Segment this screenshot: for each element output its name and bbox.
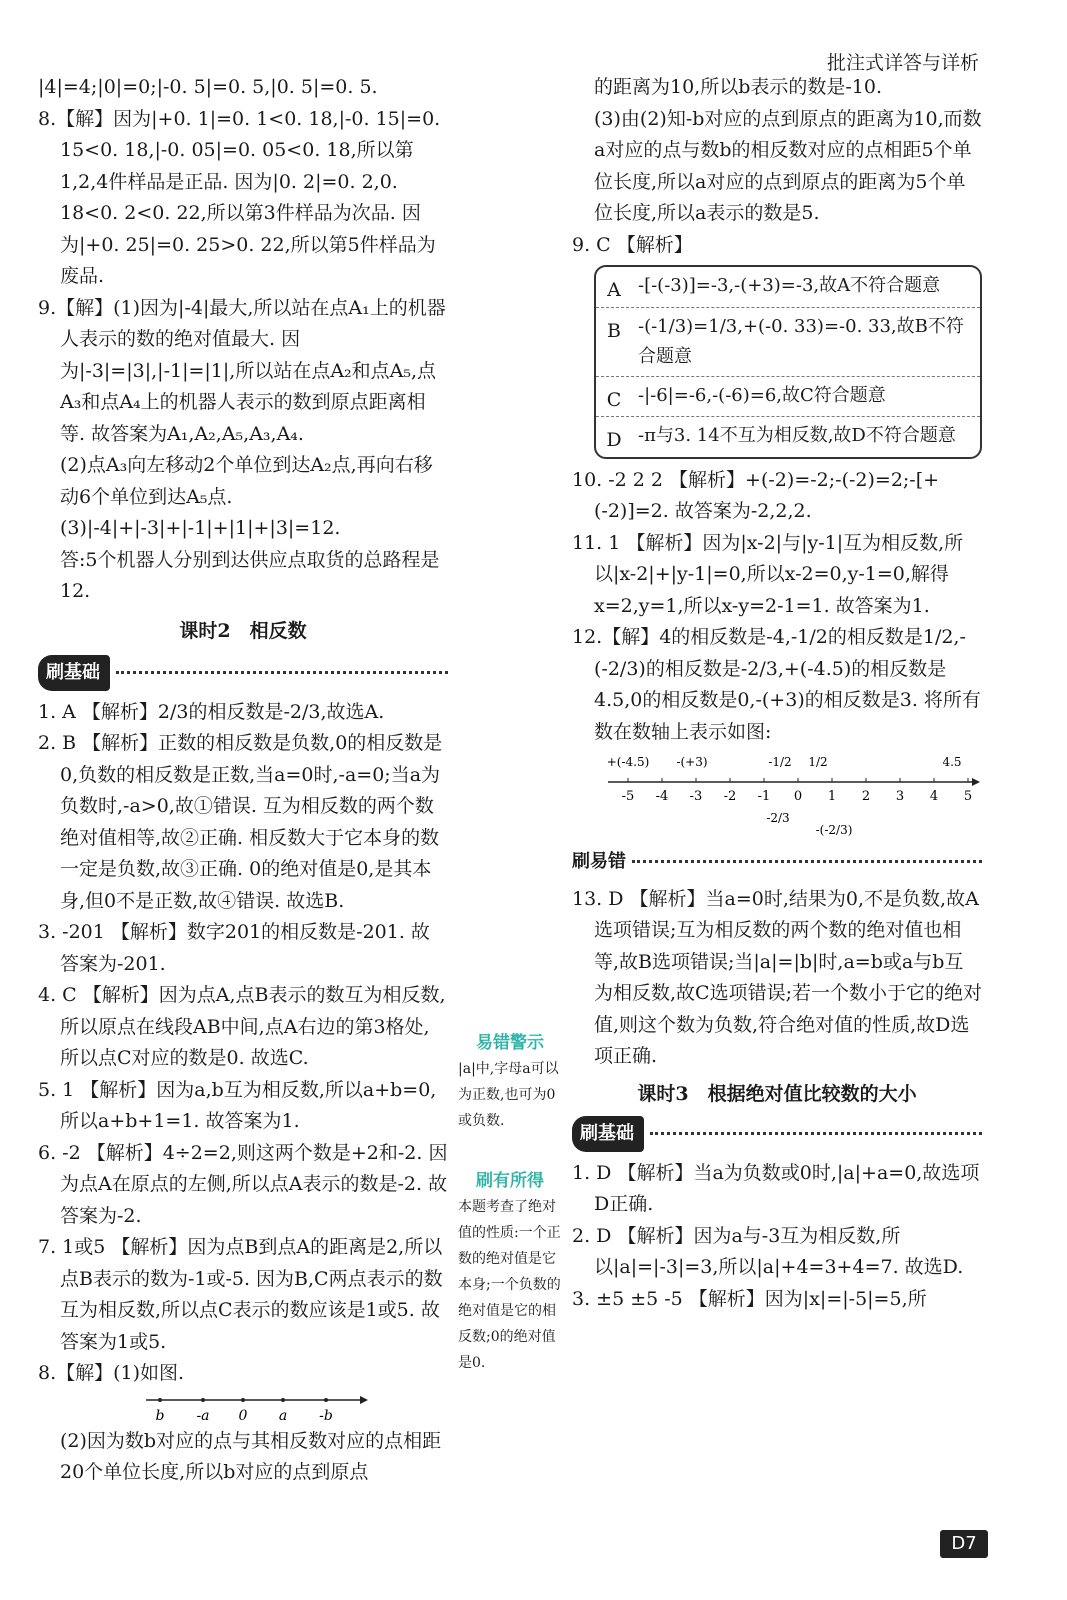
q2: 2. B 【解析】正数的相反数是负数,0的相反数是0,负数的相反数是正数,当a=0时,-a=0;当a为负数时,-a>0,故①错误. 互为相反数的两个数绝对值相等,故②正确. 相反数大于它本身的数一定是负数,故③正确. 0的绝对值是0,是其本身,但0不是正数,故④错误. 故选B. — [38, 732, 443, 912]
q9-part1: 9.【解】(1)因为|-4|最大,所以站在点A₁上的机器人表示的数的绝对值最大. 因为|-3|=|3|,|-1|=|1|,所以站在点A₂和点A₅,点A₃和点A₄上的机器人表示的数到原点距离相等. 故答案为A₁,A₂,A₅,A₃,A₄. — [38, 296, 446, 445]
q5: 5. 1 【解析】因为a,b互为相反数,所以a+b=0,所以a+b+1=1. 故答案为1. — [38, 1078, 437, 1132]
side-note-gain: 本题考查了绝对值的性质:一个正数的绝对值是它本身;一个负数的绝对值是它的相反数;0的绝对值是0. — [458, 1199, 561, 1371]
axis-tick-label: -2 — [723, 789, 737, 804]
q12: 12.【解】4的相反数是-4,-1/2的相反数是1/2,-(-2/3)的相反数是-2/3,+(-4.5)的相反数是4.5,0的相反数是0,-(+3)的相反数是3. 将所有数在数轴上表示如图: — [572, 626, 981, 743]
row-key: D — [606, 429, 622, 451]
q9-part3: (3)|-4|+|-3|+|-1|+|1|+|3|=12. — [60, 517, 341, 539]
axis-tick-label: 5 — [963, 789, 973, 804]
s2: 2. D 【解析】因为a与-3互为相反数,所以|a|=|-3|=3,所以|a|+4=3+4=7. 故选D. — [572, 1224, 964, 1278]
left-column — [38, 72, 448, 1489]
q9-right: 9. C 【解析】 — [572, 233, 693, 256]
axis-tick-label: 4 — [929, 789, 939, 804]
page-header: 批注式详答与详析 — [826, 52, 979, 74]
axis-tick-label: 0 — [793, 789, 803, 804]
abs-values-line: |4|=4;|0|=0;|-0. 5|=0. 5,|0. 5|=0. 5. — [38, 76, 378, 98]
side-notes — [458, 1030, 562, 1376]
q8-intro: 8.【解】(1)如图. — [38, 1362, 185, 1384]
row-text: -(-1/3)=1/3,+(-0. 33)=-0. 33,故B不符合题意 — [638, 315, 964, 367]
axis-tick-label: -4 — [655, 789, 669, 804]
row-key: A — [607, 279, 621, 301]
row-text: -π与3. 14不互为相反数,故D不符合题意 — [638, 425, 956, 446]
table-row — [596, 417, 980, 457]
side-note-warning: |a|中,字母a可以为正数,也可为0或负数. — [458, 1061, 559, 1129]
q8-part2: (2)因为数b对应的点与其相反数对应的点相距20个单位长度,所以b对应的点到原点 — [60, 1429, 442, 1483]
axis-bottom-label: -(-2/3) — [815, 823, 853, 837]
side-title-gain: 刷有所得 — [476, 1171, 544, 1191]
q9-part2: (2)点A₃向左移动2个单位到达A₂点,再向右移动6个单位到达A₅点. — [60, 454, 433, 508]
section-title-lesson3: 课时3 根据绝对值比较数的大小 — [637, 1082, 917, 1105]
axis-top-label: +(-4.5) — [606, 755, 650, 769]
dotted-divider — [632, 860, 982, 863]
axis-tick-label: -5 — [621, 789, 635, 804]
error-badge — [572, 846, 982, 878]
nl-label: 0 — [238, 1407, 248, 1424]
r-part3: (3)由(2)知-b对应的点到原点的距离为10,而数a对应的点与数b的相反数对应的点相距5个单位长度,所以a对应的点到原点的距离为5个单位长度,所以a表示的数是5. — [594, 107, 982, 224]
q9-answer: 答:5个机器人分别到达供应点取货的总路程是12. — [60, 548, 440, 602]
axis-top-label: 1/2 — [808, 755, 828, 769]
number-line-q8 — [38, 1390, 448, 1426]
row-key: C — [606, 388, 622, 411]
basic-badge — [38, 655, 448, 691]
q1: 1. A 【解析】2/3的相反数是-2/3,故选A. — [38, 700, 385, 723]
axis-tick-label: 1 — [827, 789, 837, 804]
badge-label: 刷基础 — [38, 655, 110, 691]
nl-label: -a — [196, 1407, 210, 1424]
q4: 4. C 【解析】因为点A,点B表示的数互为相反数,所以原点在线段AB中间,点A右边的第3格处,所以点C对应的数是0. 故选C. — [38, 984, 446, 1069]
q10: 10. -2 2 2 【解析】+(-2)=-2;-(-2)=2;-[+(-2)]=2. 故答案为-2,2,2. — [572, 468, 940, 522]
dotted-divider — [650, 1132, 982, 1135]
row-key: B — [607, 319, 621, 342]
badge-label: 刷基础 — [572, 1116, 644, 1152]
badge-label: 刷易错 — [572, 851, 626, 872]
axis-top-label: -(+3) — [676, 755, 708, 769]
number-line-q12 — [572, 748, 982, 840]
row-text: -[-(-3)]=-3,-(+3)=-3,故A不符合题意 — [638, 275, 941, 296]
basic-badge — [572, 1116, 982, 1152]
page-number: D7 — [940, 1530, 988, 1558]
q13: 13. D 【解析】当a=0时,结果为0,不是负数,故A选项错误;互为相反数的两个数的绝对值也相等,故B选项错误;当|a|=|b|时,a=b或a与b互为相反数,故C选项错误;若一个数小于它的绝对值,则这个数为负数,符合绝对值的性质,故D选项正确. — [572, 887, 982, 1067]
q11: 11. 1 【解析】因为|x-2|与|y-1|互为相反数,所以|x-2|+|y-1|=0,所以x-2=0,y-1=0,解得x=2,y=1,所以x-y=2-1=1. 故答案为1. — [572, 531, 964, 617]
q6: 6. -2 【解析】4÷2=2,则这两个数是+2和-2. 因为点A在原点的左侧,所以点A表示的数是-2. 故答案为-2. — [38, 1141, 448, 1227]
row-text: -|-6|=-6,-(-6)=6,故C符合题意 — [638, 384, 886, 406]
right-column — [572, 72, 982, 1315]
nl-label: a — [278, 1407, 288, 1424]
r-cont: 的距离为10,所以b表示的数是-10. — [594, 76, 883, 98]
axis-tick-label: -3 — [689, 789, 703, 804]
table-row — [596, 308, 980, 377]
nl-label: b — [155, 1407, 165, 1424]
table-row — [596, 267, 980, 308]
axis-tick-label: -1 — [757, 789, 771, 804]
q7: 7. 1或5 【解析】因为点B到点A的距离是2,所以点B表示的数为-1或-5. 因为B,C两点表示的数互为相反数,所以点C表示的数应该是1或5. 故答案为1或5. — [38, 1236, 443, 1353]
section-title-lesson2: 课时2 相反数 — [179, 619, 307, 642]
side-title-warning: 易错警示 — [476, 1033, 544, 1053]
axis-top-label: -1/2 — [768, 755, 792, 769]
s1: 1. D 【解析】当a为负数或0时,|a|+a=0,故选项D正确. — [572, 1161, 980, 1215]
axis-tick-label: 3 — [895, 789, 905, 804]
nl-label: -b — [319, 1407, 333, 1424]
s3: 3. ±5 ±5 -5 【解析】因为|x|=|-5|=5,所 — [572, 1287, 927, 1310]
axis-bottom-label: -2/3 — [766, 811, 790, 825]
q3: 3. -201 【解析】数字201的相反数是-201. 故答案为-201. — [38, 921, 430, 975]
axis-top-label: 4.5 — [942, 755, 962, 769]
axis-tick-label: 2 — [861, 789, 871, 804]
dotted-divider — [116, 671, 448, 674]
q8-solution: 8.【解】因为|+0. 1|=0. 1<0. 18,|-0. 15|=0. 15<0. 18,|-0. 05|=0. 05<0. 18,所以第1,2,4件样品是正品. 因为|0. 2|=0. 2,0. 18<0. 2<0. 22,所以第3件样品为次品. 因为|+0. 25|=0. 25>0. 22,所以第5件样品为废品. — [38, 107, 441, 287]
table-row — [596, 377, 980, 418]
q9-analysis-table — [594, 265, 982, 459]
